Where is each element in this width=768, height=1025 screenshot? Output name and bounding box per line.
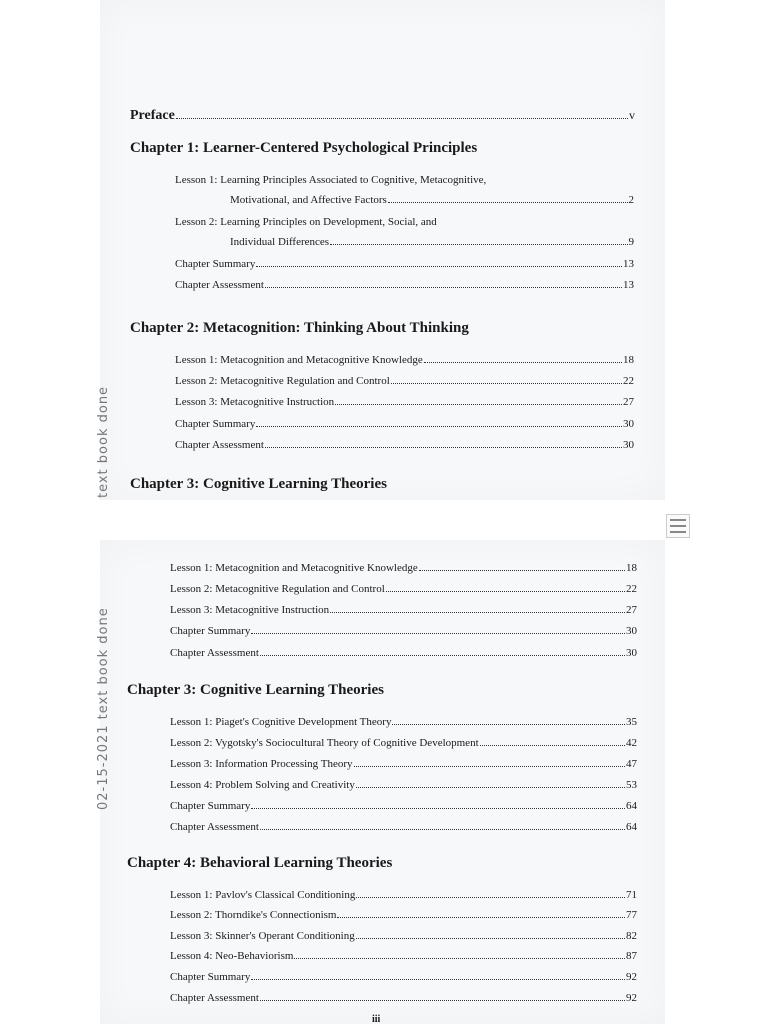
- chapter-2-heading: Chapter 2: Metacognition: Thinking About Thinking: [130, 320, 469, 336]
- leader-dots: [356, 787, 625, 788]
- scan-page-bottom: [96, 540, 665, 1024]
- entry-title: Lesson 3: Metacognitive Instruction: [175, 396, 335, 408]
- entry-page: 92: [626, 971, 637, 983]
- entry-page: 22: [623, 375, 634, 387]
- toc-entry[interactable]: [170, 625, 637, 637]
- entry-title: Lesson 2: Metacognitive Regulation and Control: [170, 583, 385, 595]
- leader-dots: [260, 655, 625, 656]
- entry-title: Chapter Summary: [170, 971, 251, 983]
- scan-page-top: [96, 0, 665, 500]
- entry-page: 92: [626, 992, 637, 1004]
- entry-page: 35: [626, 716, 637, 728]
- entry-title: Motivational, and Affective Factors: [230, 194, 387, 206]
- leader-dots: [294, 958, 625, 959]
- chapter-1-heading: Chapter 1: Learner-Centered Psychological Principles: [130, 140, 478, 156]
- entry-page: 13: [623, 279, 634, 291]
- entry-page: 9: [628, 236, 634, 248]
- page-number-footer: iii: [372, 1014, 381, 1025]
- toc-entry[interactable]: [175, 439, 634, 451]
- preface-entry[interactable]: [130, 108, 635, 124]
- leader-dots: [356, 897, 625, 898]
- leader-dots: [260, 1000, 625, 1001]
- entry-page: 47: [626, 758, 637, 770]
- leader-dots: [330, 244, 627, 245]
- toc-entry[interactable]: [170, 737, 637, 749]
- entry-page: 30: [623, 439, 634, 451]
- preface-title: Preface: [130, 108, 175, 123]
- handwritten-note: text book done: [96, 385, 111, 498]
- leader-dots: [356, 938, 625, 939]
- toc-entry[interactable]: [175, 418, 634, 430]
- entry-title: Lesson 4: Neo-Behaviorism: [170, 950, 294, 962]
- entry-title: Lesson 3: Metacognitive Instruction: [170, 604, 330, 616]
- toc-entry[interactable]: [175, 279, 634, 291]
- entry-title: Individual Differences: [230, 236, 330, 248]
- leader-dots: [251, 633, 625, 634]
- entry-title: Lesson 4: Problem Solving and Creativity: [170, 779, 355, 791]
- toc-entry[interactable]: [170, 950, 637, 962]
- entry-title: Chapter Assessment: [175, 439, 264, 451]
- toc-entry[interactable]: [170, 821, 637, 833]
- entry-title: Lesson 1: Pavlov's Classical Conditioning: [170, 889, 356, 901]
- leader-dots: [354, 766, 626, 767]
- toc-entry[interactable]: [175, 354, 634, 366]
- chapter-3-heading: Chapter 3: Cognitive Learning Theories: [127, 682, 384, 698]
- entry-page: 27: [623, 396, 634, 408]
- toc-entry[interactable]: [170, 758, 637, 770]
- toc-entry[interactable]: [170, 909, 637, 921]
- entry-page: 22: [626, 583, 637, 595]
- entry-page: 71: [626, 889, 637, 901]
- toc-entry[interactable]: [170, 604, 637, 616]
- leader-dots: [337, 917, 625, 918]
- toc-entry[interactable]: [170, 971, 637, 983]
- entry-page: 30: [626, 647, 637, 659]
- leader-dots: [388, 202, 628, 203]
- entry-title: Lesson 2: Vygotsky's Sociocultural Theory of Cognitive Development: [170, 737, 479, 749]
- leader-dots: [260, 829, 625, 830]
- entry-title: Chapter Summary: [170, 625, 251, 637]
- leader-dots: [176, 118, 628, 119]
- entry-title: Lesson 2: Metacognitive Regulation and Control: [175, 375, 390, 387]
- leader-dots: [251, 979, 625, 980]
- leader-dots: [265, 447, 622, 448]
- entry-page: 30: [623, 418, 634, 430]
- leader-dots: [480, 745, 625, 746]
- entry-title: Chapter Summary: [175, 418, 256, 430]
- entry-page: 42: [626, 737, 637, 749]
- chapter-4-heading: Chapter 4: Behavioral Learning Theories: [127, 855, 393, 871]
- leader-dots: [330, 612, 625, 613]
- entry-title: Chapter Assessment: [170, 647, 259, 659]
- toc-entry[interactable]: [175, 258, 634, 270]
- entry-title: Chapter Summary: [170, 800, 251, 812]
- entry-page: 77: [626, 909, 637, 921]
- leader-dots: [424, 362, 622, 363]
- entry-title: Lesson 2: Thorndike's Connectionism: [170, 909, 337, 921]
- entry-title: Lesson 1: Metacognition and Metacognitive Knowledge: [170, 562, 418, 574]
- entry-page: 18: [623, 354, 634, 366]
- toc-entry[interactable]: [170, 647, 637, 659]
- leader-dots: [265, 287, 622, 288]
- entry-page: 87: [626, 950, 637, 962]
- entry-title: Chapter Assessment: [175, 279, 264, 291]
- entry-page: 64: [626, 821, 637, 833]
- entry-page: 2: [628, 194, 634, 206]
- leader-dots: [335, 404, 622, 405]
- entry-page: 30: [626, 625, 637, 637]
- leader-dots: [251, 808, 625, 809]
- toc-entry[interactable]: [170, 583, 637, 595]
- leader-dots: [256, 266, 622, 267]
- toc-entry[interactable]: [230, 194, 634, 206]
- entry-title: Lesson 1: Piaget's Cognitive Development Theory: [170, 716, 392, 728]
- toc-entry[interactable]: [175, 396, 634, 408]
- leader-dots: [392, 724, 625, 725]
- entry-title: Chapter Assessment: [170, 821, 259, 833]
- toc-entry[interactable]: [170, 800, 637, 812]
- entry-title: Lesson 3: Information Processing Theory: [170, 758, 353, 770]
- leader-dots: [256, 426, 622, 427]
- preface-page: v: [629, 108, 635, 122]
- leader-dots: [419, 570, 625, 571]
- leader-dots: [391, 383, 622, 384]
- toc-entry[interactable]: [170, 779, 637, 791]
- entry-page: 82: [626, 930, 637, 942]
- handwritten-note: 02-15-2021 text book done: [96, 607, 111, 810]
- entry-title: Chapter Summary: [175, 258, 256, 270]
- toc-entry[interactable]: [170, 562, 637, 574]
- entry-title: Lesson 3: Skinner's Operant Conditioning: [170, 930, 355, 942]
- toc-entry[interactable]: [170, 930, 637, 942]
- entry-page: 53: [626, 779, 637, 791]
- toc-entry[interactable]: [230, 236, 634, 248]
- lesson-1-line-1: Lesson 1: Learning Principles Associated to Cognitive, Metacognitive,: [175, 174, 487, 186]
- lesson-2-line-1: Lesson 2: Learning Principles on Development, Social, and: [175, 216, 437, 228]
- toc-entry[interactable]: [170, 716, 637, 728]
- entry-page: 13: [623, 258, 634, 270]
- entry-title: Lesson 1: Metacognition and Metacognitive Knowledge: [175, 354, 423, 366]
- entry-page: 64: [626, 800, 637, 812]
- entry-page: 27: [626, 604, 637, 616]
- toc-entry[interactable]: [175, 375, 634, 387]
- scanner-stamp-icon: [666, 514, 690, 538]
- entry-page: 18: [626, 562, 637, 574]
- chapter-3-heading: Chapter 3: Cognitive Learning Theories: [130, 476, 387, 492]
- toc-entry[interactable]: [170, 889, 637, 901]
- entry-title: Chapter Assessment: [170, 992, 259, 1004]
- leader-dots: [386, 591, 625, 592]
- toc-entry[interactable]: [170, 992, 637, 1004]
